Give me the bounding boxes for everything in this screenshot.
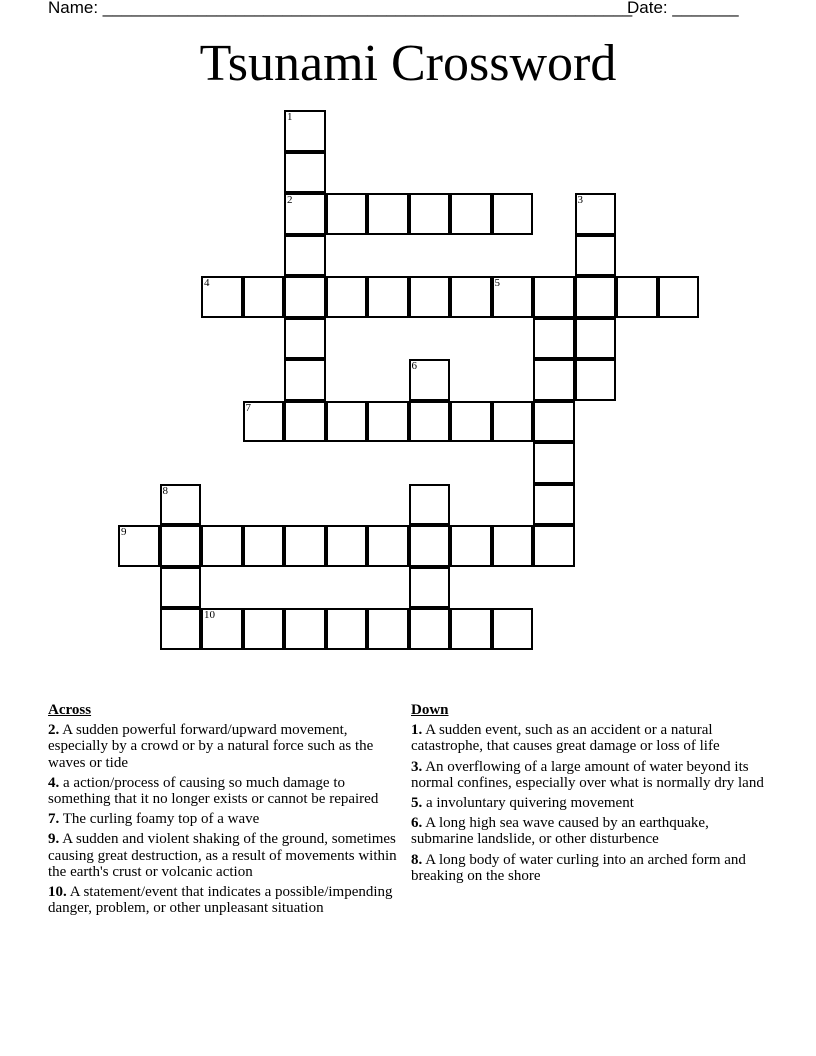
across-heading: Across [48, 702, 92, 718]
page-title: Tsunami Crossword [199, 35, 617, 92]
grid-cell[interactable] [450, 193, 492, 235]
clue-number: 5. [411, 795, 423, 812]
down-clue [411, 852, 771, 884]
grid-cell[interactable] [575, 359, 617, 401]
grid-cell[interactable] [326, 525, 368, 567]
cell-number: 10 [204, 609, 215, 621]
cell-number: 3 [577, 194, 583, 206]
grid-cell[interactable] [201, 525, 243, 567]
clue-number: 3. [411, 758, 423, 775]
clue-number: 7. [48, 811, 60, 828]
grid-cell[interactable] [284, 525, 326, 567]
grid-cell[interactable] [533, 442, 575, 484]
clue-number: 1. [411, 722, 423, 739]
grid-cell[interactable] [118, 525, 160, 567]
cell-number: 7 [245, 401, 251, 414]
grid-cell[interactable] [201, 276, 243, 318]
grid-cell[interactable] [533, 359, 575, 401]
grid-cell[interactable] [450, 401, 492, 443]
grid-cell[interactable] [533, 525, 575, 567]
cell-number: 6 [411, 360, 417, 372]
grid-cell[interactable] [450, 608, 492, 650]
grid-cell[interactable] [575, 235, 617, 277]
clue-text: An overflowing of a large amount of water beyond its normal confines, especially over what is normally dry land [411, 758, 764, 791]
across-clue [48, 884, 408, 916]
grid-cell[interactable] [575, 276, 617, 318]
grid-cell[interactable] [533, 401, 575, 443]
grid-cell[interactable] [284, 608, 326, 650]
grid-cell[interactable] [533, 484, 575, 526]
clue-number: 4. [48, 774, 60, 791]
grid-cell[interactable] [575, 193, 617, 235]
grid-cell[interactable] [367, 525, 409, 567]
grid-cell[interactable] [367, 608, 409, 650]
down-clues [411, 702, 771, 888]
grid-cell[interactable] [160, 484, 202, 526]
cell-number: 9 [121, 526, 127, 538]
grid-cell[interactable] [284, 235, 326, 277]
grid-cell[interactable] [533, 276, 575, 318]
grid-cell[interactable] [326, 401, 368, 443]
grid-cell[interactable] [284, 193, 326, 235]
grid-cell[interactable] [326, 193, 368, 235]
grid-cell[interactable] [492, 193, 534, 235]
grid-cell[interactable] [367, 401, 409, 443]
across-clue [48, 722, 408, 771]
grid-cell[interactable] [201, 608, 243, 650]
grid-cell[interactable] [160, 567, 202, 609]
clue-text: A long body of water curling into an arched form and breaking on the shore [411, 851, 746, 884]
grid-cell[interactable] [284, 359, 326, 401]
down-clue [411, 759, 771, 791]
down-heading: Down [411, 702, 449, 718]
grid-cell[interactable] [326, 608, 368, 650]
clue-text: A sudden event, such as an accident or a natural catastrophe, that causes great damage or loss of life [411, 722, 720, 755]
clue-text: A sudden and violent shaking of the ground, sometimes causing great destruction, as a result of movements within the earth's crust or volcanic action [48, 831, 397, 880]
clue-number: 9. [48, 831, 60, 848]
grid-cell[interactable] [492, 276, 534, 318]
grid-cell[interactable] [409, 525, 451, 567]
grid-cell[interactable] [367, 193, 409, 235]
cell-number: 1 [287, 111, 293, 123]
grid-cell[interactable] [450, 276, 492, 318]
grid-cell[interactable] [492, 608, 534, 650]
grid-cell[interactable] [409, 484, 451, 526]
grid-cell[interactable] [243, 401, 285, 443]
grid-cell[interactable] [409, 359, 451, 401]
clue-number: 6. [411, 815, 423, 832]
down-clue [411, 722, 771, 754]
clue-number: 10. [48, 884, 67, 901]
grid-cell[interactable] [243, 525, 285, 567]
clue-text: A statement/event that indicates a possible/impending danger, problem, or other unpleasant situation [48, 884, 393, 917]
grid-cell[interactable] [243, 608, 285, 650]
grid-cell[interactable] [658, 276, 700, 318]
grid-cell[interactable] [409, 276, 451, 318]
grid-cell[interactable] [409, 567, 451, 609]
down-clue [411, 815, 771, 847]
grid-cell[interactable] [492, 525, 534, 567]
cell-number: 4 [204, 277, 210, 289]
cell-number: 8 [162, 484, 168, 497]
grid-cell[interactable] [492, 401, 534, 443]
grid-cell[interactable] [284, 318, 326, 360]
grid-cell[interactable] [409, 608, 451, 650]
clue-text: A sudden powerful forward/upward movement, especially by a crowd or by a natural force such as the waves or tide [48, 722, 374, 771]
clue-text: a involuntary quivering movement [426, 795, 634, 812]
clue-number: 8. [411, 851, 423, 868]
grid-cell[interactable] [575, 318, 617, 360]
grid-cell[interactable] [160, 608, 202, 650]
down-clue [411, 795, 771, 811]
across-clue [48, 811, 408, 827]
cell-number: 5 [494, 277, 500, 289]
grid-cell[interactable] [284, 276, 326, 318]
across-clue [48, 831, 408, 880]
name-field[interactable]: Name: ________________________________________________________ [48, 0, 633, 17]
clue-number: 2. [48, 722, 60, 739]
date-field[interactable]: Date: _______ [627, 0, 739, 17]
across-clues [48, 702, 408, 920]
grid-cell[interactable] [160, 525, 202, 567]
grid-cell[interactable] [450, 525, 492, 567]
across-clue [48, 775, 408, 807]
grid-cell[interactable] [616, 276, 658, 318]
clue-text: a action/process of causing so much damage to something that it no longer exists or cannot be repaired [48, 774, 379, 808]
grid-cell[interactable] [409, 193, 451, 235]
grid-cell[interactable] [533, 318, 575, 360]
clue-text: The curling foamy top of a wave [62, 811, 260, 828]
grid-cell[interactable] [284, 401, 326, 443]
grid-cell[interactable] [367, 276, 409, 318]
grid-cell[interactable] [284, 110, 326, 152]
grid-cell[interactable] [409, 401, 451, 443]
grid-cell[interactable] [326, 276, 368, 318]
clue-text: A long high sea wave caused by an earthquake, submarine landslide, or other disturbence [411, 815, 709, 848]
grid-cell[interactable] [243, 276, 285, 318]
grid-cell[interactable] [284, 152, 326, 194]
cell-number: 2 [287, 194, 293, 206]
